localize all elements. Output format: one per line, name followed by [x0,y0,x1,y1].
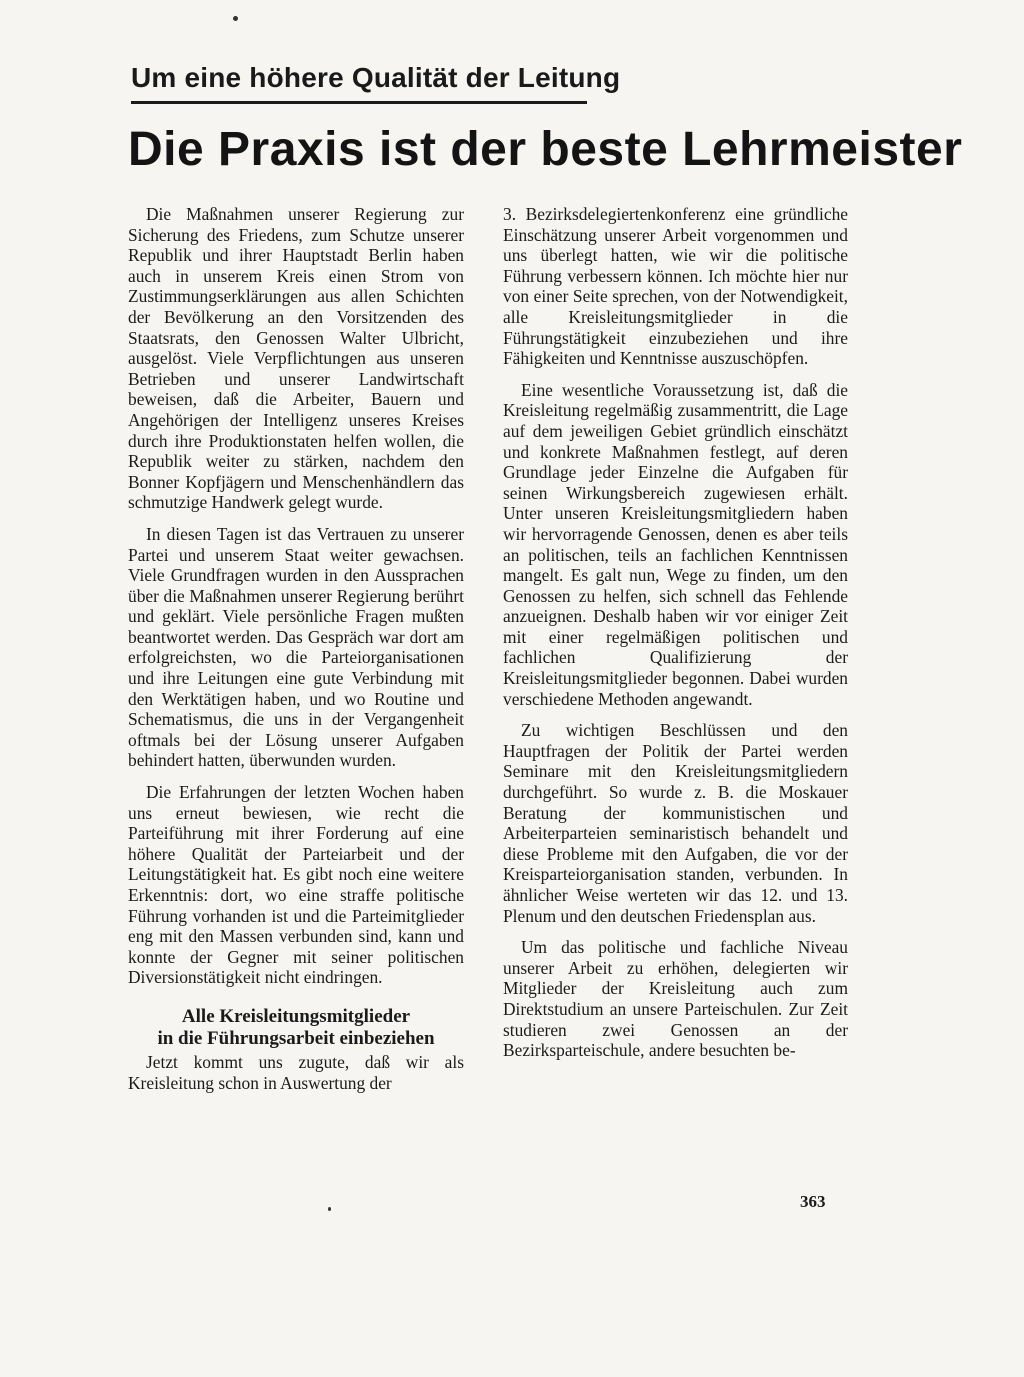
paragraph: Eine wesentliche Voraussetzung ist, daß die Kreisleitung regelmäßig zusammentritt, die Lage auf dem jeweiligen Gebiet gründlich einschätzt und konkrete Maßnahmen festlegt, auf deren Grundlage jeder Einzelne die Aufgaben für seinen Wirkungsbereich zugewiesen erhält. Unter unseren Kreisleitungsmitgliedern haben wir hervorragende Genossen, denen es aber teils an politischen, teils an fachlichen Kenntnissen mangelt. Es galt nun, Wege zu finden, um den Genossen zu helfen, sich schnell das Fehlende anzueignen. Deshalb haben wir vor einiger Zeit mit einer regelmäßigen politischen und fachlichen Qualifizierung der Kreisleitungsmitglieder begonnen. Dabei wurden verschiedene Methoden angewandt. [503,379,848,709]
paragraph: 3. Bezirksdelegiertenkonferenz eine gründliche Einschätzung unserer Arbeit vorgenommen und uns überlegt hatten, wie wir die politische Führung verbessern können. Ich möchte hier nur von einer Seite sprechen, von der Notwendigkeit, alle Kreisleitungsmitglieder in die Führungstätigkeit einzubeziehen und ihre Fähigkeiten und Kenntnisse auszuschöpfen. [503,204,848,369]
paragraph: Die Maßnahmen unserer Regierung zur Sicherung des Friedens, zum Schutze unserer Republik und ihrer Hauptstadt Berlin haben auch in unserem Kreis einen Strom von Zustimmungserklärungen aus allen Schichten der Bevölkerung an den Vorsitzenden des Staatsrats, den Genossen Walter Ulbricht, ausgelöst. Viele Verpflichtungen aus unseren Betrieben und unserer Landwirtschaft beweisen, daß die Arbeiter, Bauern und Angehörigen der Intelligenz unseres Kreises durch ihre Produktionstaten helfen wollen, die Republik weiter zu stärken, nachdem den Bonner Kopfjägern und Menschenhändlern das schmutzige Handwerk gelegt wurde. [128,204,464,513]
left-column [128,204,464,1104]
paragraph: Jetzt kommt uns zugute, daß wir als Kreisleitung schon in Auswertung der [128,1051,464,1093]
page-number: 363 [800,1192,826,1211]
paragraph: Zu wichtigen Beschlüssen und den Hauptfragen der Politik der Partei werden Seminare mit den Kreisleitungsmitgliedern durchgeführt. So wurde z. B. die Moskauer Beratung der kommunistischen und Arbeiterparteien seminaristisch behandelt und diese Probleme mit den Aufgaben, die vor der Kreisparteiorganisation standen, verbunden. In ähnlicher Weise werteten wir das 12. und 13. Plenum und den deutschen Friedensplan aus. [503,720,848,926]
paragraph: Die Erfahrungen der letzten Wochen haben uns erneut bewiesen, wie recht die Parteiführung mit ihrer Forderung auf eine höhere Qualität der Parteiarbeit und der Leitungstätigkeit hat. Es gibt noch eine weitere Erkenntnis: dort, wo eine straffe politische Führung vorhanden ist und die Parteimitglieder eng mit den Massen verbunden sind, kann und konnte der Gegner mit seiner politischen Diversionstätigkeit nicht eindringen. [128,782,464,988]
rubric-heading: Um eine höhere Qualität der Leitung [131,62,621,93]
article-headline: Die Praxis ist der beste Lehrmeister [128,123,963,176]
print-speck [233,16,238,21]
print-speck [328,1207,331,1211]
subheading-line: Alle Kreisleitungsmitglieder [181,1005,411,1027]
paragraph: In diesen Tagen ist das Vertrauen zu unserer Partei und unserem Staat weiter gewachsen. Viele Grundfragen wurden in den Aussprachen über die Maßnahmen unserer Regierung berührt und geklärt. Viele persönliche Fragen mußten beantwortet werden. Das Gespräch war dort am erfolgreichsten, wo die Parteiorganisationen und ihre Leitungen eine gute Verbindung mit den Werktätigen haben, und wo Routine und Schematismus, die uns in der Vergangenheit oftmals bei der Lösung unserer Aufgaben behindert hatten, überwunden wurden. [128,523,464,771]
right-column [503,204,848,1072]
subheading-line: in die Führungsarbeit einbeziehen [157,1027,435,1049]
rubric-underline [131,101,587,104]
paragraph: Um das politische und fachliche Niveau unserer Arbeit zu erhöhen, delegierten wir Mitglieder der Kreisleitung auch zum Direktstudium an unsere Parteischulen. Zur Zeit studieren zwei Genossen an der Bezirksparteischule, andere besuchten be- [503,937,848,1061]
section-subheading [128,1006,464,1050]
